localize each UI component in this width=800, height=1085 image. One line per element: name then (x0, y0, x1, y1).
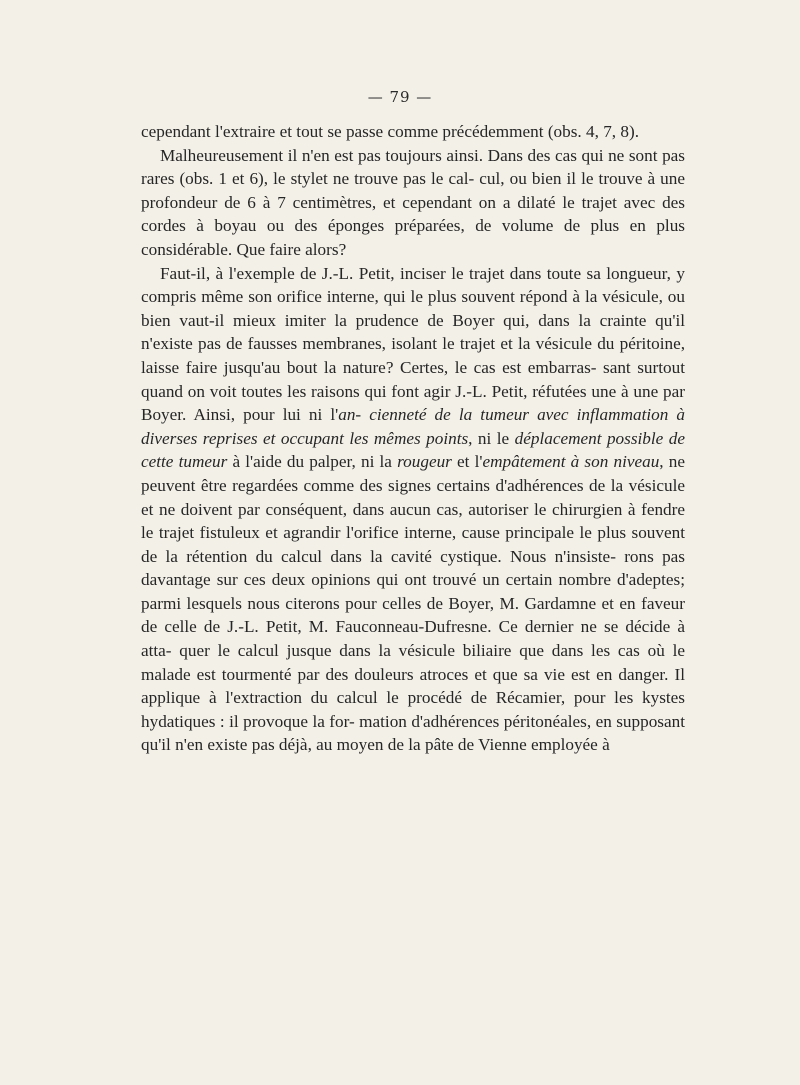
page-number: — 79 — (367, 88, 433, 106)
text-segment: , ne peuvent être regardées comme des signes certains d'adhérences de la vésicule et ne doivent par conséquent, dans aucun cas, autoriser le chirurgien à fendre le trajet fistuleux et agrandir l'orifice interne, cause principale le plus souvent de la rétention du calcul dans la cavité cystique. Nous n'insiste- rons pas davantage sur ces deux opinions qui ont trouvé un certain nombre d'adeptes; parmi lesquels nous citerons pour celles de Boyer, M. Gardamne et en faveur de celle de J.-L. Petit, M. Fauconneau-Dufresne. Ce dernier ne se décide à atta- quer le calcul jusque dans la vésicule biliaire que dans les cas où le malade est tourmenté par des douleurs atroces et que sa vie est en danger. Il applique à l'extraction du calcul le procédé de Récamier, pour les kystes hydatiques : il provoque la for- mation d'adhérences péritonéales, en supposant qu'il n'en existe pas déjà, au moyen de la pâte de Vienne employée à (141, 452, 685, 755)
italic-text: an- cienneté de la tumeur avec inflammation à diverses reprises et occupant les mêmes points (141, 405, 685, 448)
text-segment: et l' (451, 452, 483, 472)
text-segment: , ni le (468, 428, 515, 448)
text-segment: Faut-il, à l'exemple de J.-L. Petit, inciser le trajet dans toute sa longueur, y compris même son orifice interne, qui le plus souvent répond à la vésicule, ou bien vaut-il mieux imiter la prudence de Boyer qui, dans la crainte qu'il n'existe pas de fausses membranes, isolant le trajet et la vésicule du péritoine, laisse faire jusqu'au bout la nature? Certes, le cas est embarras- sant surtout quand on voit toutes les raisons qui font agir J.-L. Petit, réfutées une à une par Boyer. Ainsi, pour lui ni l' (141, 263, 685, 425)
italic-text: empâtement à son niveau (482, 452, 660, 472)
body-text (141, 120, 685, 757)
text-segment: cependant l'extraire et tout se passe comme précédemment (obs. 4, 7, 8). (141, 122, 640, 141)
italic-text: rougeur (397, 452, 452, 472)
text-segment: à l'aide du palper, ni la (227, 452, 398, 472)
paragraph (141, 144, 685, 262)
paragraph (141, 262, 685, 757)
italic-text: déplacement possible de cette tumeur (141, 428, 685, 472)
paragraph (141, 120, 685, 144)
text-segment: Malheureusement il n'en est pas toujours ainsi. Dans des cas qui ne sont pas rares (obs. 1 et 6), le stylet ne trouve pas le cal- cul, ou bien il le trouve à une profondeur de 6 à 7 centimètres, et cependant on a dilaté le trajet avec des cordes à boyau ou des éponges préparées, de volume de plus en plus considérable. Que faire alors? (141, 145, 685, 259)
